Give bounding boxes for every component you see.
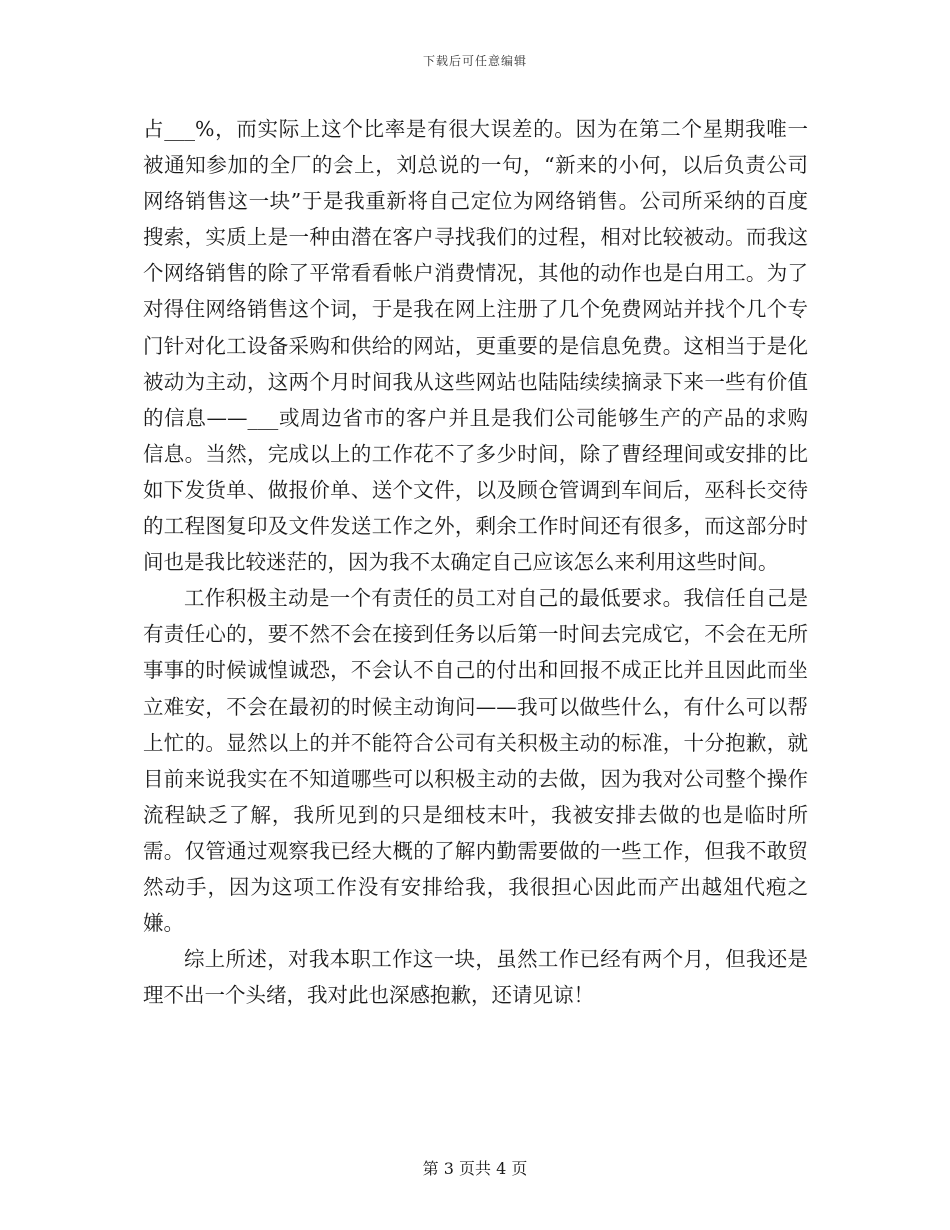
paragraph-continuation: 占___%，而实际上这个比率是有很大误差的。因为在第二个星期我唯一被通知参加的全厂的会上，刘总说的一句，“新来的小何，以后负责公司网络销售这一块”于是我重新将自己定位为网络销售。公司所采纳的百度搜索，实质上是一种由潜在客户寻找我们的过程，相对比较被动。而我这个网络销售的除了平常看看帐户消费情况，其他的动作也是白用工。为了对得住网络销售这个词，于是我在网上注册了几个免费网站并找个几个专门针对化工设备采购和供给的网站，更重要的是信息免费。这相当于是化被动为主动，这两个月时间我从这些网站也陆陆续续摘录下来一些有价值的信息——___或周边省市的客户并且是我们公司能够生产的产品的求购信息。当然，完成以上的工作花不了多少时间，除了曹经理间或安排的比如下发货单、做报价单、送个文件，以及顾仓管调到车间后，巫科长交待的工程图复印及文件发送工作之外，剩余工作时间还有很多，而这部分时间也是我比较迷茫的，因为我不太确定自己应该怎么来利用这些时间。 bbox=[143, 117, 808, 575]
page-header: 下载后可任意编辑 bbox=[422, 54, 527, 68]
page-number: 第 3 页共 4 页 bbox=[422, 1159, 528, 1178]
paragraph-initiative: 工作积极主动是一个有责任的员工对自己的最低要求。我信任自己是有责任心的，要不然不会在接到任务以后第一时间去完成它，不会在无所事事的时候诚惶诚恐，不会认不自己的付出和回报不成正比并且因此而坐立难安，不会在最初的时候主动询问——我可以做些什么，有什么可以帮上忙的。显然以上的并不能符合公司有关积极主动的标准，十分抱歉，就目前来说我实在不知道哪些可以积极主动的去做，因为我对公司整个操作流程缺乏了解，我所见到的只是细枝末叶，我被安排去做的也是临时所需。仅管通过观察我已经大概的了解内勤需要做的一些工作，但我不敢贸然动手，因为这项工作没有安排给我，我很担心因此而产出越俎代疱之嫌。 bbox=[143, 586, 808, 936]
paragraph-summary: 综上所述，对我本职工作这一块，虽然工作已经有两个月，但我还是理不出一个头绪，我对此也深感抱歉，还请见谅！ bbox=[143, 947, 808, 1008]
document-body bbox=[143, 111, 808, 1013]
